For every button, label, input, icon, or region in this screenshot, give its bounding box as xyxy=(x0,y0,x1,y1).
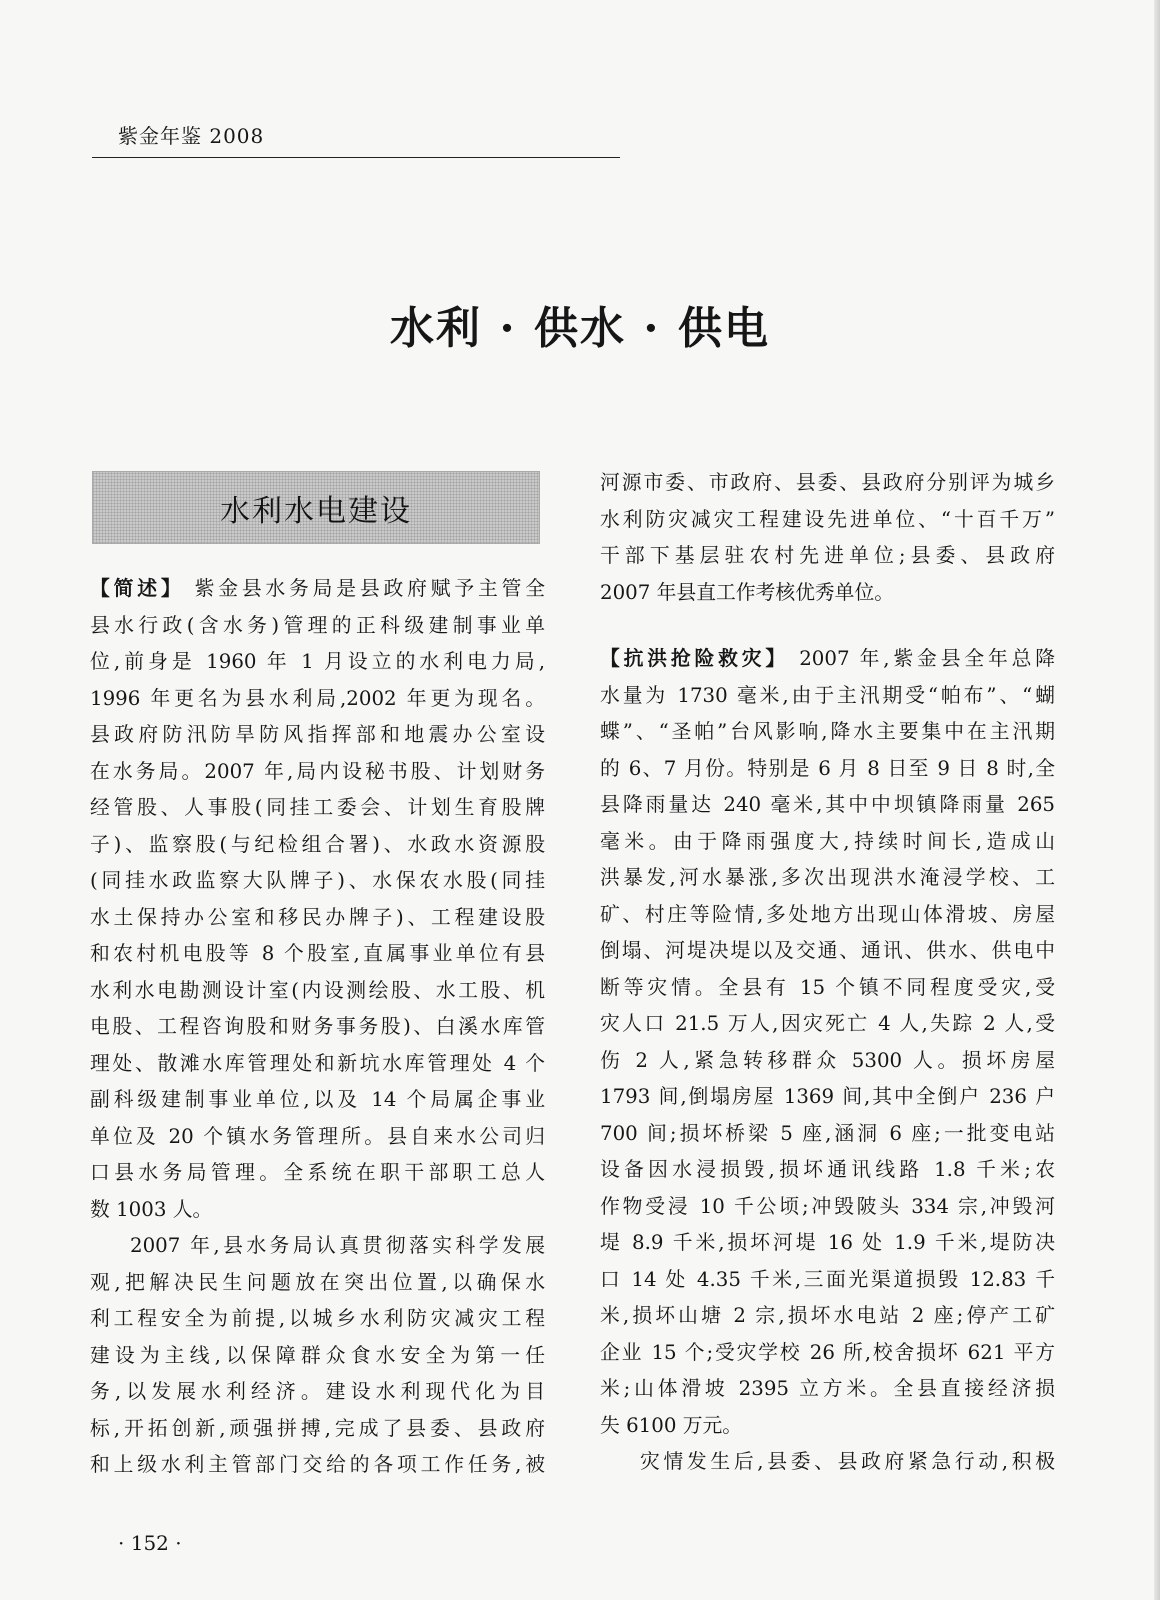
text-line: 灾情发生后,县委、县政府紧急行动,积极 xyxy=(640,1450,1055,1473)
page-number: · 152 · xyxy=(118,1531,182,1555)
text-line: 河源市委、市政府、县委、县政府分别评为城乡 xyxy=(600,471,1055,494)
text-line: 口 14 处 4.35 千米,三面光渠道损毁 12.83 千 xyxy=(600,1267,1055,1291)
text-line: 理处、散滩水库管理处和新坑水库管理处 4 个 xyxy=(90,1051,545,1075)
text-line xyxy=(600,641,1055,678)
text-line: 700 间;损坏桥梁 5 座,涵洞 6 座;一批变电站 xyxy=(600,1121,1055,1145)
text-line: 作物受浸 10 千公顷;冲毁陂头 334 宗,冲毁河 xyxy=(600,1194,1055,1218)
text-line: 蝶”、“圣帕”台风影响,降水主要集中在主汛期 xyxy=(600,720,1055,743)
text-line: 断等灾情。全县有 15 个镇不同程度受灾,受 xyxy=(600,975,1055,999)
text-line: 单位及 20 个镇水务管理所。县自来水公司归 xyxy=(90,1124,545,1148)
text-line: 数 1003 人。 xyxy=(90,1197,213,1221)
text-line: 失 6100 万元。 xyxy=(600,1413,743,1437)
text-line: 倒塌、河堤决堤以及交通、通讯、供水、供电中 xyxy=(600,939,1055,962)
text-line: 设备因水浸损毁,损坏通讯线路 1.8 千米;农 xyxy=(600,1158,1055,1181)
text-line: 水土保持办公室和移民办牌子)、工程建设股 xyxy=(90,905,545,929)
text-line: 的 6、7 月份。特别是 6 月 8 日至 9 日 8 时,全 xyxy=(600,756,1055,780)
text-line: 县政府防汛防旱防风指挥部和地震办公室设 xyxy=(90,723,545,746)
text-line: 务,以发展水利经济。建设水利现代化为目 xyxy=(90,1380,545,1403)
text-line: 企业 15 个;受灾学校 26 所,校舍损坏 621 平方 xyxy=(600,1340,1055,1364)
text-line: 1793 间,倒塌房屋 1369 间,其中全倒户 236 户 xyxy=(600,1085,1055,1108)
section-heading-box xyxy=(92,471,540,544)
text-line: 利工程安全为前提,以城乡水利防灾减灾工程 xyxy=(90,1307,545,1330)
text-line: 1996 年更名为县水利局,2002 年更为现名。 xyxy=(90,686,545,710)
paragraph-overview xyxy=(90,571,545,1228)
text-line: 位,前身是 1960 年 1 月设立的水利电力局, xyxy=(90,650,545,673)
text-line: 经管股、人事股(同挂工委会、计划生育股牌 xyxy=(90,796,545,819)
text-line: 洪暴发,河水暴涨,多次出现洪水淹浸学校、工 xyxy=(600,866,1055,889)
paragraph-2007-work xyxy=(90,1228,545,1484)
text-line-content: 紫金县水务局是县政府赋予主管全 xyxy=(194,577,545,600)
text-line-content: 2007 年,紫金县全年总降 xyxy=(799,647,1055,670)
text-line: 水利防灾减灾工程建设先进单位、“十百千万” xyxy=(600,507,1055,531)
text-line: 水量为 1730 毫米,由于主汛期受“帕布”、“蝴 xyxy=(600,683,1055,707)
text-line: 县降雨量达 240 毫米,其中中坝镇降雨量 265 xyxy=(600,793,1055,816)
text-line: 米;山体滑坡 2395 立方米。全县直接经济损 xyxy=(600,1377,1055,1400)
header-rule xyxy=(92,157,620,158)
section-title: 水利水电建设 xyxy=(220,493,412,529)
chapter-title: 水利 · 供水 · 供电 xyxy=(390,303,770,354)
paragraph-gap xyxy=(600,611,1055,641)
text-line: 米,损坏山塘 2 宗,损坏水电站 2 座;停产工矿 xyxy=(600,1304,1055,1327)
text-line: 县水行政(含水务)管理的正科级建制事业单 xyxy=(90,613,545,637)
paragraph-flood-relief xyxy=(600,641,1055,1444)
text-line: (同挂水政监察大队牌子)、水保农水股(同挂 xyxy=(90,869,545,892)
section-label-flood-relief: 【抗洪抢险救灾】 xyxy=(600,647,790,670)
section-label-overview: 【简述】 xyxy=(90,577,185,600)
text-line: 矿、村庄等险情,多处地方出现山体滑坡、房屋 xyxy=(600,902,1055,926)
text-line: 和农村机电股等 8 个股室,直属事业单位有县 xyxy=(90,942,545,965)
text-line: 灾人口 21.5 万人,因灾死亡 4 人,失踪 2 人,受 xyxy=(600,1012,1055,1035)
paragraph-response xyxy=(600,1444,1055,1481)
text-line: 2007 年,县水务局认真贯彻落实科学发展 xyxy=(130,1234,545,1257)
text-line: 和上级水利主管部门交给的各项工作任务,被 xyxy=(90,1453,545,1476)
text-line: 子)、监察股(与纪检组合署)、水政水资源股 xyxy=(90,832,545,856)
right-column xyxy=(600,465,1055,1481)
paragraph-continued xyxy=(600,465,1055,611)
text-line: 堤 8.9 千米,损坏河堤 16 处 1.9 千米,堤防决 xyxy=(600,1231,1055,1254)
scan-edge xyxy=(1154,0,1160,1600)
left-column xyxy=(90,571,545,1484)
text-line: 观,把解决民生问题放在突出位置,以确保水 xyxy=(90,1270,545,1294)
text-line: 副科级建制事业单位,以及 14 个局属企事业 xyxy=(90,1088,545,1111)
text-line: 电股、工程咨询股和财务事务股)、白溪水库管 xyxy=(90,1015,545,1038)
text-line: 标,开拓创新,顽强拼搏,完成了县委、县政府 xyxy=(90,1416,545,1440)
running-header: 紫金年鉴 2008 xyxy=(118,124,265,148)
text-line: 2007 年县直工作考核优秀单位。 xyxy=(600,580,895,604)
text-line: 干部下基层驻农村先进单位;县委、县政府 xyxy=(600,544,1055,567)
text-line: 建设为主线,以保障群众食水安全为第一任 xyxy=(90,1343,545,1367)
text-line: 在水务局。2007 年,局内设秘书股、计划财务 xyxy=(90,759,545,783)
text-line: 口县水务局管理。全系统在职干部职工总人 xyxy=(90,1161,545,1184)
text-line xyxy=(90,571,545,608)
text-line: 毫米。由于降雨强度大,持续时间长,造成山 xyxy=(600,829,1055,853)
text-line: 水利水电勘测设计室(内设测绘股、水工股、机 xyxy=(90,978,545,1002)
text-line: 伤 2 人,紧急转移群众 5300 人。损坏房屋 xyxy=(600,1048,1055,1072)
